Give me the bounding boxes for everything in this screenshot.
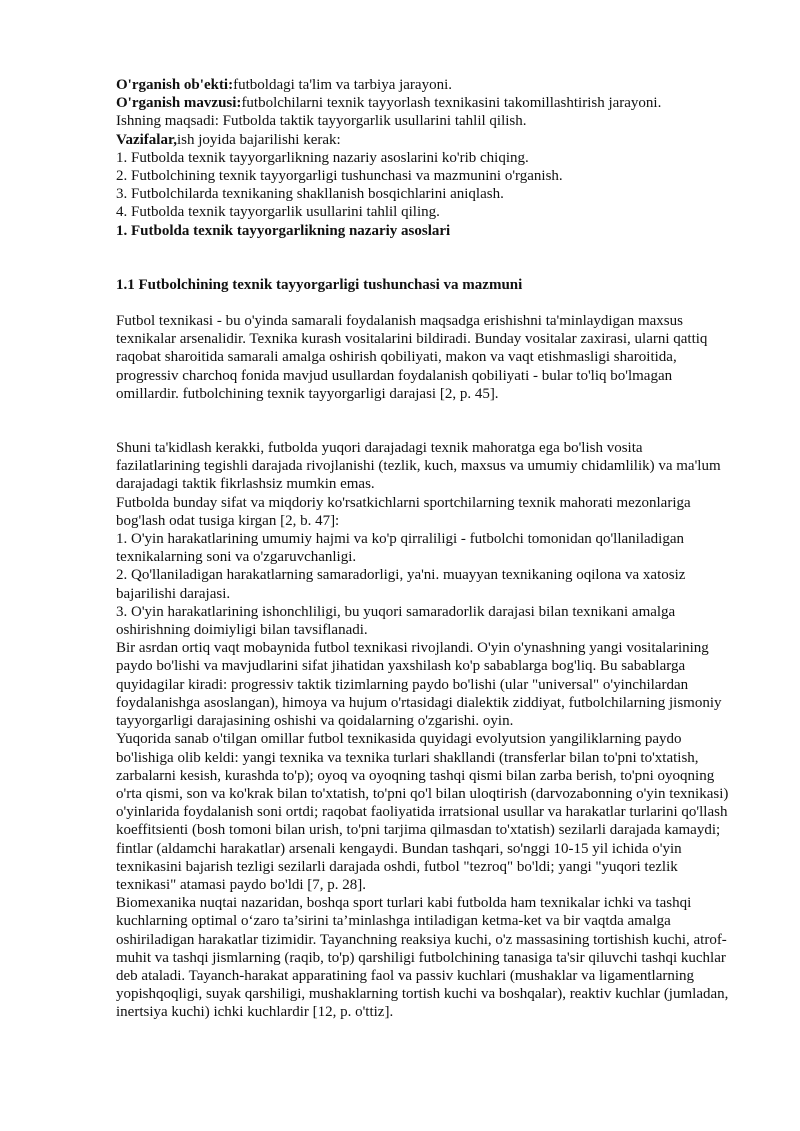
tasks-label: Vazifalar, [116,131,177,148]
spacer [116,294,730,312]
criteria-item: 1. O'yin harakatlarining umumiy hajmi va ko'p qirraliligi - futbolchi tomonidan qo'llaniladigan texnikalarning soni va o'zgaruvchanligi. [116,531,684,566]
work-goal: Ishning maqsadi: Futbolda taktik tayyorgarlik usullarini tahlil qilish. [116,113,527,130]
section-heading: 1.1 Futbolchining texnik tayyorgarligi tushunchasi va mazmuni [116,276,523,293]
study-subject-line [116,94,730,112]
body-paragraph: Biomexanika nuqtai nazaridan, boshqa sport turlari kabi futbolda ham texnikalar ichki va tashqi kuchlarning optimal o‘zaro ta’sirini ta’minlashga intiladigan ketma-ket va bir vaqtda amalga oshiriladigan harakatlar tizimidir. Tayanchning reaksiya kuchi, o'z massasining tortishish kuchi, atrof-muhit va tashqi jismlarning (raqib, to'p) qarshiligi futbolchining tanasiga ta'sir qiluvchi tashqi kuchlar deb ataladi. Tayanch-harakat apparatining faol va passiv kuchlari (mushaklar va ligamentlarning yopishqoqligi, suyak qarshiligi, mushaklarning tortish kuchi va boshqalar), reaktiv kuchlar (jumladan, inertsiya kuchi) ichki kuchlardir [12, p. o'ttiz]. [116,895,729,1021]
study-object-label: O'rganish ob'ekti: [116,77,234,93]
body-paragraph: Futbol texnikasi - bu o'yinda samarali foydalanish maqsadga erishishni ta'minlaydigan maxsus texnikalar arsenalidir. Texnika kurash vositalarini bildiradi. Bunday vositalar zaxirasi, ularni qattiq raqobat sharoitida samarali amalga oshirish qobiliyati, makon va vaqt etishmasligi sharoitida, progressiv charchoq fonida mavjud usullardan foydalanish qobiliyati - bular to'liq bo'lmagan omillardir. futbolchining texnik tayyorgarligi darajasi [2, p. 45]. [116,313,708,402]
body-paragraph: Futbolda bunday sifat va miqdoriy ko'rsatkichlarni sportchilarning texnik mahorati mezonlariga bog'lash odat tusiga kirgan [2, b. 47]: [116,494,691,529]
spacer [116,403,730,439]
body-paragraph: Yuqorida sanab o'tilgan omillar futbol texnikasida quyidagi evolyutsion yangiliklarning paydo bo'lishiga olib keldi: yangi texnika va texnika turlari shakllandi (transferlar bilan to'pni to'xtatish, zarbalarni kesish, kurashda to'p); oyoq va oyoqning tashqi qismi bilan zarba berish, to'pni oyoqning o'rta qismi, son va ko'krak bilan to'xtatish, to'pni qo'l bilan uloqtirish (darvozabonning o'yin texnikasi) o'yinlarida foydalanish soni ortdi; raqobat faoliyatida irratsional usullar va harakatlar turlarini qo'llash koeffitsienti (bosh tomoni bilan urish, to'pni tarjima qilmasdan to'xtatish) sezilarli darajada kamaydi; fintlar (aldamchi harakatlar) arsenali kengaydi. Bundan tashqari, so'nggi 10-15 yil ichida o'yin texnikasini bajarish tezligi sezilarli darajada oshdi, futbol "tezroq" bo'ldi; yangi "yuqori tezlik texnikasi" atamasi paydo bo'ldi [7, p. 28]. [116,731,729,893]
body-paragraph: Bir asrdan ortiq vaqt mobaynida futbol texnikasi rivojlandi. O'yin o'ynashning yangi vositalarining paydo bo'lishi va mavjudlarini sifat jihatidan yaxshilash ko'p sabablarga bog'liq. Bu sabablarga quyidagilar kiradi: progressiv taktik tizimlarning paydo bo'lishi (ular "universal" o'yinchilardan foydalanishga asoslangan), himoya va hujum o'rtasidagi dialektik ziddiyat, futbolchilarning jismoniy tayyorgarligi darajasining oshishi va qoidalarning o'zgarishi. oyin. [116,640,722,730]
criteria-item: 3. O'yin harakatlarining ishonchliligi, bu yuqori samaradorlik darajasi bilan texnikani amalga oshirishning doimiyligi bilan tavsiflanadi. [116,603,676,639]
task-item: 2. Futbolchining texnik tayyorgarligi tushunchasi va mazmunini o'rganish. [116,168,563,185]
body-paragraph: Shuni ta'kidlash kerakki, futbolda yuqori darajadagi texnik mahoratga ega bo'lish vosita fazilatlarining tegishli darajada rivojlanishi (tezlik, kuch, maxsus va umumiy chidamlilik) va ma'lum darajadagi taktik fikrlashsiz mumkin emas. [116,440,721,493]
tasks-text: ish joyida bajarilishi kerak: [176,131,341,148]
study-subject-text: futbolchilarni texnik tayyorlash texnikasini takomillashtirish jarayoni. [241,95,662,112]
task-item: 3. Futbolchilarda texnikaning shakllanish bosqichlarini aniqlash. [116,186,504,203]
task-item: 4. Futbolda texnik tayyorgarlik usullarini tahlil qiling. [116,204,440,221]
chapter-heading: 1. Futbolda texnik tayyorgarlikning nazariy asoslari [116,222,451,239]
study-object-line [116,76,730,94]
spacer [116,240,730,276]
study-object-text: futboldagi ta'lim va tarbiya jarayoni. [233,77,452,93]
tasks-line [116,131,730,149]
task-item: 1. Futbolda texnik tayyorgarlikning nazariy asoslarini ko'rib chiqing. [116,149,529,166]
criteria-item: 2. Qo'llaniladigan harakatlarning samaradorligi, ya'ni. muayyan texnikaning oqilona va xatosiz bajarilishi darajasi. [116,567,686,602]
study-subject-label: O'rganish mavzusi: [116,95,242,112]
